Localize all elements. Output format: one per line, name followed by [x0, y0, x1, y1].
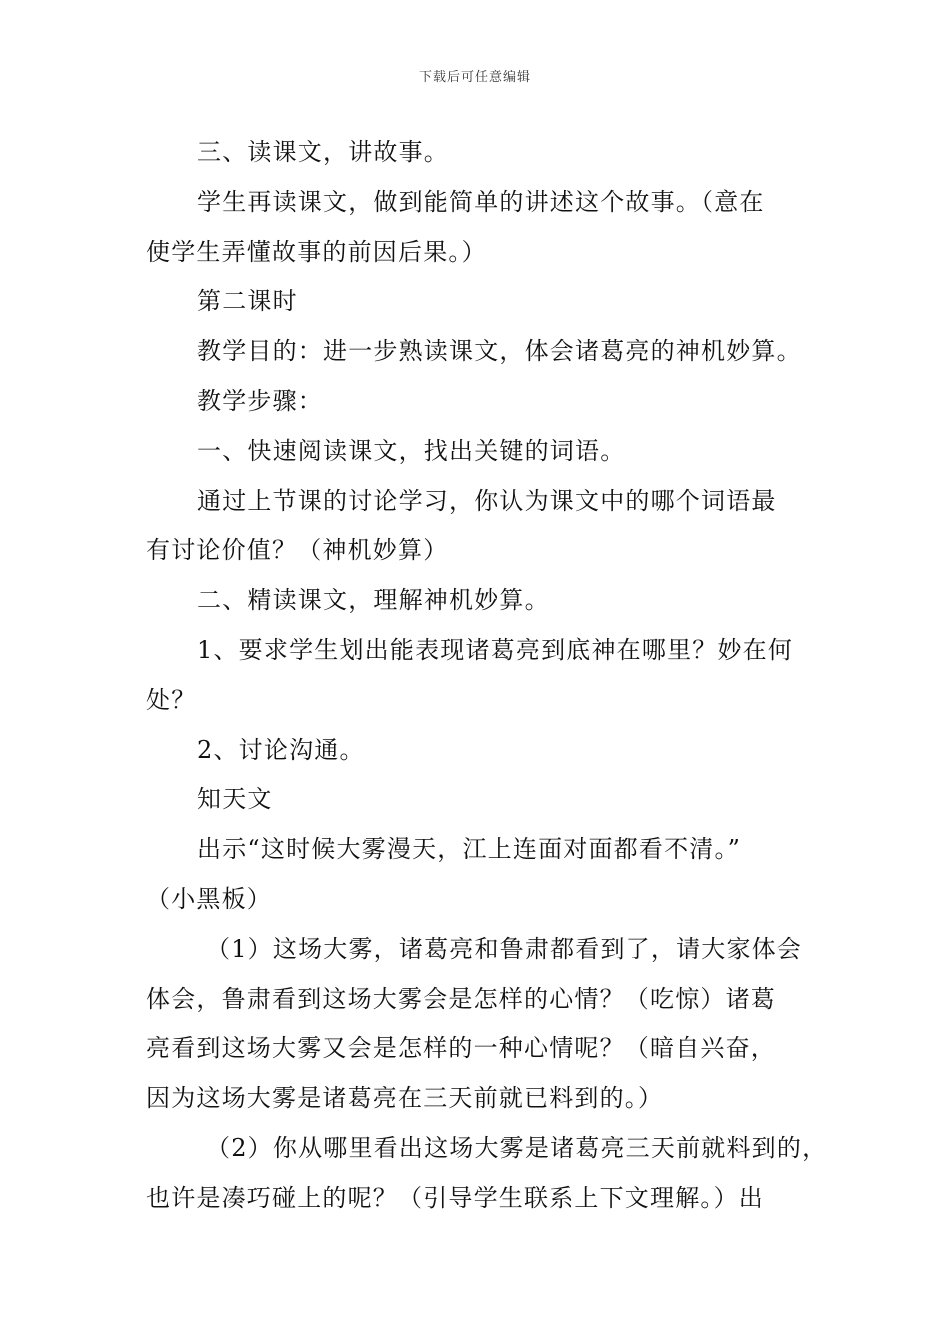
paragraph-line: 体会，鲁肃看到这场大雾会是怎样的心情？（吃惊）诸葛	[146, 984, 776, 1013]
paragraph-line: 学生再读课文，做到能简单的讲述这个故事。（意在	[197, 187, 765, 216]
paragraph-line: 教学目的：进一步熟读课文，体会诸葛亮的神机妙算。	[197, 337, 802, 366]
paragraph-line: 2、讨论沟通。	[197, 735, 365, 764]
header-note: 下载后可任意编辑	[418, 70, 531, 85]
paragraph-line: 亮看到这场大雾又会是怎样的一种心情呢？（暗自兴奋，	[146, 1034, 776, 1063]
paragraph-line: 处？	[146, 685, 197, 714]
paragraph-line: 也许是凑巧碰上的呢？（引导学生联系上下文理解。）出	[146, 1183, 764, 1212]
document-body	[146, 128, 828, 1224]
paragraph-line: （1）这场大雾，诸葛亮和鲁肃都看到了，请大家体会	[206, 934, 803, 963]
section-heading: 一、快速阅读课文，找出关键的词语。	[197, 436, 626, 465]
section-heading: 三、读课文，讲故事。	[197, 138, 449, 166]
section-heading: 教学步骤：	[197, 386, 323, 415]
paragraph-line: 通过上节课的讨论学习，你认为课文中的哪个词语最	[197, 486, 777, 515]
paragraph-line: 使学生弄懂故事的前因后果。）	[146, 237, 487, 266]
section-heading: 二、精读课文，理解神机妙算。	[197, 586, 550, 615]
paragraph-line: 因为这场大雾是诸葛亮在三天前就已料到的。）	[146, 1084, 664, 1113]
paragraph-line: （小黑板）	[146, 884, 272, 913]
paragraph-line: 知天文	[197, 785, 273, 814]
paragraph-line: 出示“这时候大雾漫天，江上连面对面都看不清。”	[197, 835, 742, 864]
lesson-heading: 第二课时	[197, 287, 298, 316]
paragraph-line: 有讨论价值？（神机妙算）	[146, 536, 449, 565]
paragraph-line: 1、要求学生划出能表现诸葛亮到底神在哪里？妙在何	[197, 635, 794, 664]
paragraph-line: （2）你从哪里看出这场大雾是诸葛亮三天前就料到的，	[206, 1133, 828, 1162]
